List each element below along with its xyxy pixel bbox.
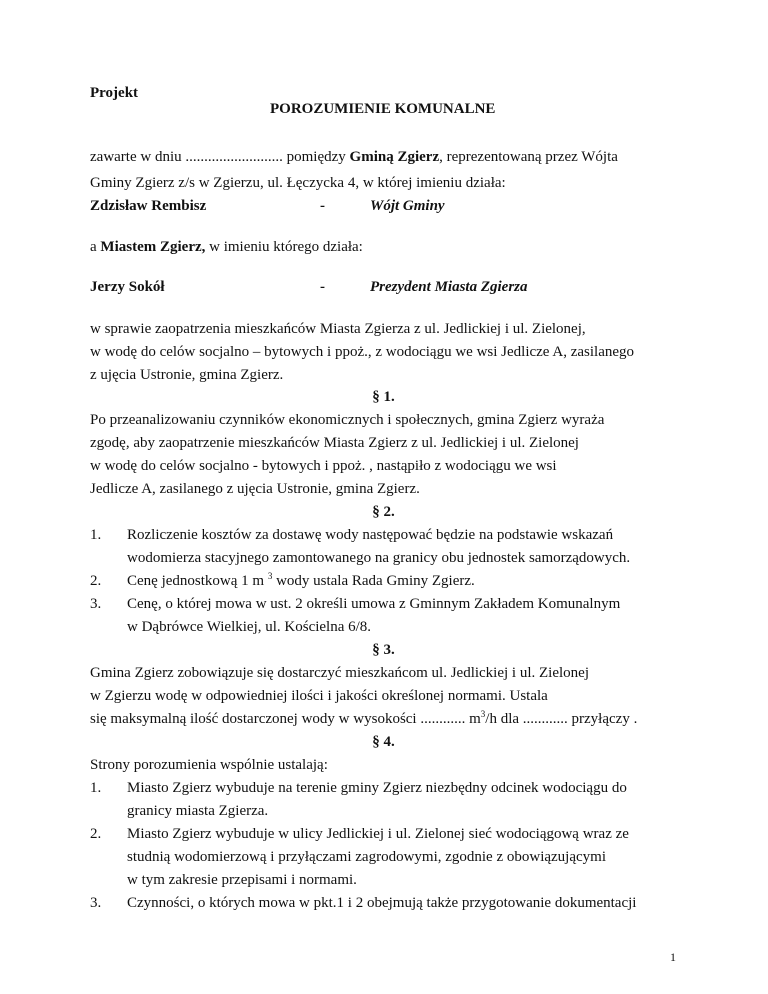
signatory-2-role: Prezydent Miasta Zgierza: [370, 279, 528, 295]
projekt-label: Projekt: [90, 85, 139, 101]
subject-line-1: w sprawie zaopatrzenia mieszkańców Miasta Zgierza z ul. Jedlickiej i ul. Zielonej,: [90, 321, 586, 337]
signatory-2-name: Jerzy Sokół: [90, 279, 165, 295]
s1-line-1: Po przeanalizowaniu czynników ekonomicznych i społecznych, gmina Zgierz wyraża: [90, 412, 605, 428]
s3-line-3: się maksymalną ilość dostarczonej wody w wysokości ............ $m^3/h$ dla ............ przyłączy .: [90, 709, 638, 727]
page-number: 1: [670, 950, 676, 964]
s4-item-2-line-3: w tym zakresie przepisami i normami.: [127, 872, 357, 888]
section-4-heading: § 4.: [372, 734, 395, 750]
s2-item-3-line-2: w Dąbrówce Wielkiej, ul. Kościelna 6/8.: [127, 619, 372, 635]
section-1-heading: § 1.: [372, 389, 395, 405]
signatory-1-name: Zdzisław Rembisz: [90, 198, 207, 214]
section-3-heading: § 3.: [372, 642, 395, 658]
s4-item-2-line-2: studnią wodomierzową i przyłączami zagrodowymi, zgodnie z obowiązującymi: [127, 849, 607, 865]
s2-item-2-number: 2.: [90, 573, 102, 589]
s4-item-3-line-1: Czynności, o których mowa w pkt.1 i 2 obejmują także przygotowanie dokumentacji: [127, 895, 637, 911]
subject-line-2: w wodę do celów socjalno – bytowych i ppoż., z wodociągu we wsi Jedlicze A, zasilanego: [90, 344, 635, 360]
signatory-2-dash: -: [320, 279, 325, 295]
s2-item-1-line-1: Rozliczenie kosztów za dostawę wody następować będzie na podstawie wskazań: [127, 527, 614, 543]
s1-line-2: zgodę, aby zaopatrzenie mieszkańców Miasta Zgierz z ul. Jedlickiej i ul. Zielonej: [90, 435, 579, 451]
s2-item-2-line: Cenę jednostkową 1 m $^3$ wody ustala Rada Gminy Zgierz.: [127, 571, 475, 589]
s2-item-3-number: 3.: [90, 596, 102, 612]
s4-item-3-number: 3.: [90, 895, 102, 911]
s2-item-1-number: 1.: [90, 527, 102, 543]
s2-item-1-line-2: wodomierza stacyjnego zamontowanego na granicy obu jednostek samorządowych.: [127, 550, 631, 566]
signatory-1-role: Wójt Gminy: [370, 198, 445, 214]
intro-line-2: Gminy Zgierz z/s w Zgierzu, ul. Łęczycka 4, w której imieniu działa:: [90, 175, 506, 191]
s4-item-1-line-1: Miasto Zgierz wybuduje na terenie gminy Zgierz niezbędny odcinek wodociągu do: [127, 780, 627, 796]
s3-line-1: Gmina Zgierz zobowiązuje się dostarczyć mieszkańcom ul. Jedlickiej i ul. Zielonej: [90, 665, 589, 681]
intro-line-1: zawarte w dniu .......................... pomiędzy Gminą Zgierz, reprezentowaną przez Wójta: [90, 149, 618, 165]
s4-item-2-number: 2.: [90, 826, 102, 842]
s4-item-1-line-2: granicy miasta Zgierza.: [127, 803, 269, 819]
s1-line-4: Jedlicze A, zasilanego z ujęcia Ustronie, gmina Zgierz.: [90, 481, 420, 497]
document-title: POROZUMIENIE KOMUNALNE: [270, 101, 496, 117]
s3-line-2: w Zgierzu wodę w odpowiedniej ilości i jakości określonej normami. Ustala: [90, 688, 548, 704]
s4-item-1-number: 1.: [90, 780, 102, 796]
signatory-1-dash: -: [320, 198, 325, 214]
intro-line-3: a Miastem Zgierz, w imieniu którego działa:: [90, 239, 363, 255]
section-2-heading: § 2.: [372, 504, 395, 520]
s1-line-3: w wodę do celów socjalno - bytowych i ppoż. , nastąpiło z wodociągu we wsi: [90, 458, 557, 474]
s4-intro: Strony porozumienia wspólnie ustalają:: [90, 757, 328, 773]
s4-item-2-line-1: Miasto Zgierz wybuduje w ulicy Jedlickiej i ul. Zielonej sieć wodociągową wraz ze: [127, 826, 629, 842]
subject-line-3: z ujęcia Ustronie, gmina Zgierz.: [90, 367, 284, 383]
s2-item-3-line-1: Cenę, o której mowa w ust. 2 określi umowa z Gminnym Zakładem Komunalnym: [127, 596, 621, 612]
